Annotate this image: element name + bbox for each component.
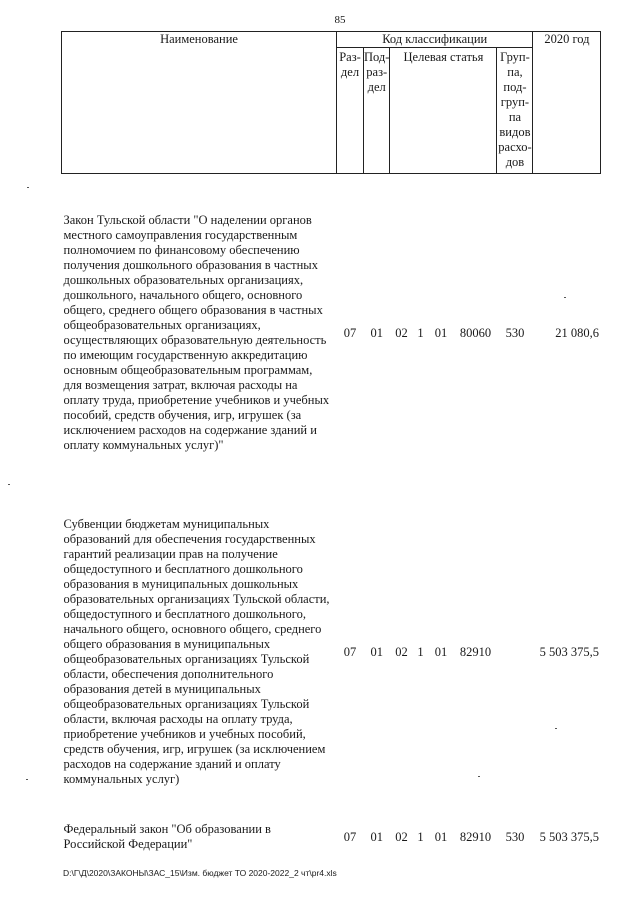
row-target-program: 02	[395, 829, 408, 844]
row-amount: 21 080,6	[555, 325, 599, 340]
row-subsection: 01	[370, 325, 383, 340]
scan-speck	[478, 776, 480, 777]
column-header-group: Груп- па, под- груп- па видов расхо- дов	[497, 48, 533, 174]
row-target-event: 01	[434, 644, 448, 659]
budget-table	[61, 31, 601, 862]
scan-speck	[564, 297, 566, 298]
table-row	[62, 174, 601, 493]
row-group: 530	[505, 829, 525, 844]
column-header-section: Раз- дел	[337, 48, 364, 174]
column-header-target: Целевая статья	[390, 48, 497, 174]
column-header-subsection: Под- раз- дел	[364, 48, 390, 174]
row-target-program: 02	[395, 325, 408, 340]
row-target-subprogram: 1	[417, 325, 424, 340]
table-row	[62, 812, 601, 862]
row-name: Закон Тульской области "О наделении органов местного самоуправления государственным полномочием по финансовому обеспечению получения дошкольного образования в частных дошкольных образовательных организациях, дошкольного, начального общего, основного общего, среднего общего образования в частных общеобразовательных организациях, осуществляющих образовательную деятельность по имеющим государственную аккредитацию основным общеобразовательным программам, для возмещения затрат, включая расходы на оплату труда, приобретение учебников и учебных пособий, средств обучения, игр, игрушек (за исключением расходов на содержание зданий и оплату коммунальных услуг)"	[63, 213, 330, 452]
column-header-year: 2020 год	[533, 32, 601, 174]
row-subsection: 01	[370, 829, 383, 844]
column-header-classification: Код классификации	[337, 32, 533, 48]
row-group	[497, 492, 533, 812]
table-row	[62, 492, 601, 812]
row-target-code: 82910	[459, 829, 492, 844]
row-amount: 5 503 375,5	[539, 644, 599, 659]
row-section: 07	[343, 325, 357, 340]
row-name: Федеральный закон "Об образовании в Российской Федерации"	[63, 822, 271, 851]
row-section: 07	[343, 829, 357, 844]
row-target-subprogram: 1	[417, 829, 424, 844]
scan-speck	[8, 484, 10, 485]
row-target-code: 82910	[459, 644, 492, 659]
row-target-code: 80060	[459, 325, 492, 340]
row-section: 07	[343, 644, 357, 659]
row-target-subprogram: 1	[417, 644, 424, 659]
row-target-event: 01	[434, 829, 448, 844]
row-amount: 5 503 375,5	[539, 829, 599, 844]
row-group: 530	[505, 325, 525, 340]
scan-speck	[555, 728, 557, 729]
page-number: 85	[334, 14, 346, 26]
column-header-name: Наименование	[62, 32, 337, 174]
file-path-footer: D:\Г\Д\2020\ЗАКОНЫ\ЗАС_15\Изм. бюджет ТО 2020-2022_2 чт\pr4.xls	[63, 868, 337, 878]
row-target-program: 02	[395, 644, 408, 659]
scan-speck	[27, 187, 29, 188]
row-name: Субвенции бюджетам муниципальных образований для обеспечения государственных гарантий реализации прав на получение общедоступного и бесплатного дошкольного образования в муниципальных дошкольных образовательных организациях Тульской области, общедоступного и бесплатного дошкольного, начального общего, основного общего, среднего общего образования в муниципальных общеобразовательных организациях Тульской области, обеспечения дополнительного образования детей в муниципальных общеобразовательных организациях Тульской области, включая расходы на оплату труда, приобретение учебников и учебных пособий, средств обучения, игр, игрушек (за исключением расходов на содержание зданий и оплату коммунальных услуг)	[63, 517, 330, 786]
row-target-event: 01	[434, 325, 448, 340]
scan-speck	[26, 779, 28, 780]
row-subsection: 01	[370, 644, 383, 659]
